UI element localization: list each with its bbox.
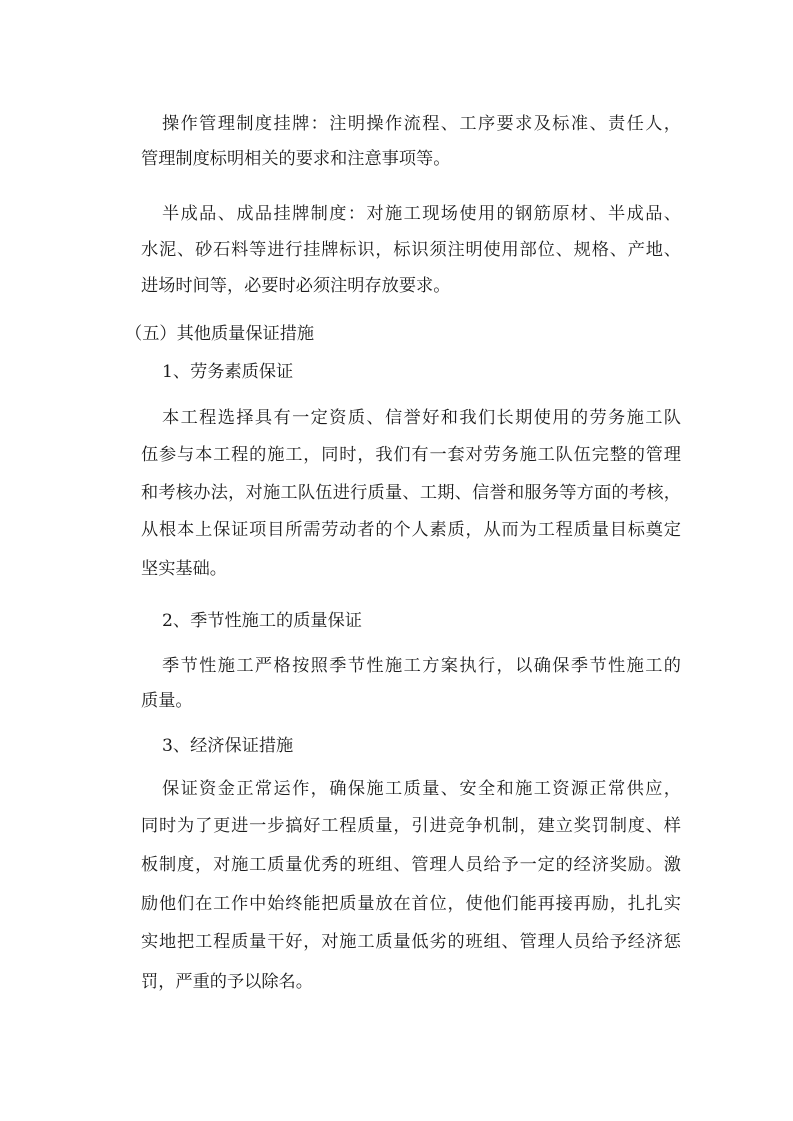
subsection-heading: 2、季节性施工的质量保证: [162, 611, 362, 631]
paragraph-line: 同时为了更进一步搞好工程质量，引进竞争机制，建立奖罚制度、样: [141, 816, 681, 836]
paragraph-line: 本工程选择具有一定资质、信誉好和我们长期使用的劳务施工队: [162, 408, 681, 428]
paragraph-line: 励他们在工作中始终能把质量放在首位，使他们能再接再励，扎扎实: [141, 894, 681, 914]
paragraph-line: 和考核办法，对施工队伍进行质量、工期、信誉和服务等方面的考核，: [141, 483, 681, 503]
paragraph-line: 坚实基础。: [141, 559, 227, 579]
paragraph-line: 半成品、成品挂牌制度：对施工现场使用的钢筋原材、半成品、: [162, 204, 681, 224]
paragraph-line: 罚，严重的予以除名。: [141, 972, 313, 992]
paragraph-line: 进场时间等，必要时必须注明存放要求。: [141, 276, 451, 296]
section-heading: （五）其他质量保证措施: [125, 324, 315, 344]
paragraph-line: 操作管理制度挂牌：注明操作流程、工序要求及标准、责任人，: [162, 114, 681, 134]
subsection-heading: 3、经济保证措施: [162, 736, 294, 756]
paragraph-line: 质量。: [141, 691, 193, 711]
paragraph-line: 伍参与本工程的施工，同时，我们有一套对劳务施工队伍完整的管理: [141, 445, 681, 465]
paragraph-line: 保证资金正常运作，确保施工质量、安全和施工资源正常供应，: [162, 779, 681, 799]
paragraph-line: 板制度，对施工质量优秀的班组、管理人员给予一定的经济奖励。激: [141, 855, 681, 875]
paragraph-line: 水泥、砂石料等进行挂牌标识，标识须注明使用部位、规格、产地、: [141, 240, 681, 260]
paragraph-line: 实地把工程质量干好，对施工质量低劣的班组、管理人员给予经济惩: [141, 932, 681, 952]
paragraph-line: 管理制度标明相关的要求和注意事项等。: [141, 149, 451, 169]
paragraph-line: 季节性施工严格按照季节性施工方案执行，以确保季节性施工的: [162, 656, 681, 676]
paragraph-line: 从根本上保证项目所需劳动者的个人素质，从而为工程质量目标奠定: [141, 520, 681, 540]
subsection-heading: 1、劳务素质保证: [162, 362, 294, 382]
